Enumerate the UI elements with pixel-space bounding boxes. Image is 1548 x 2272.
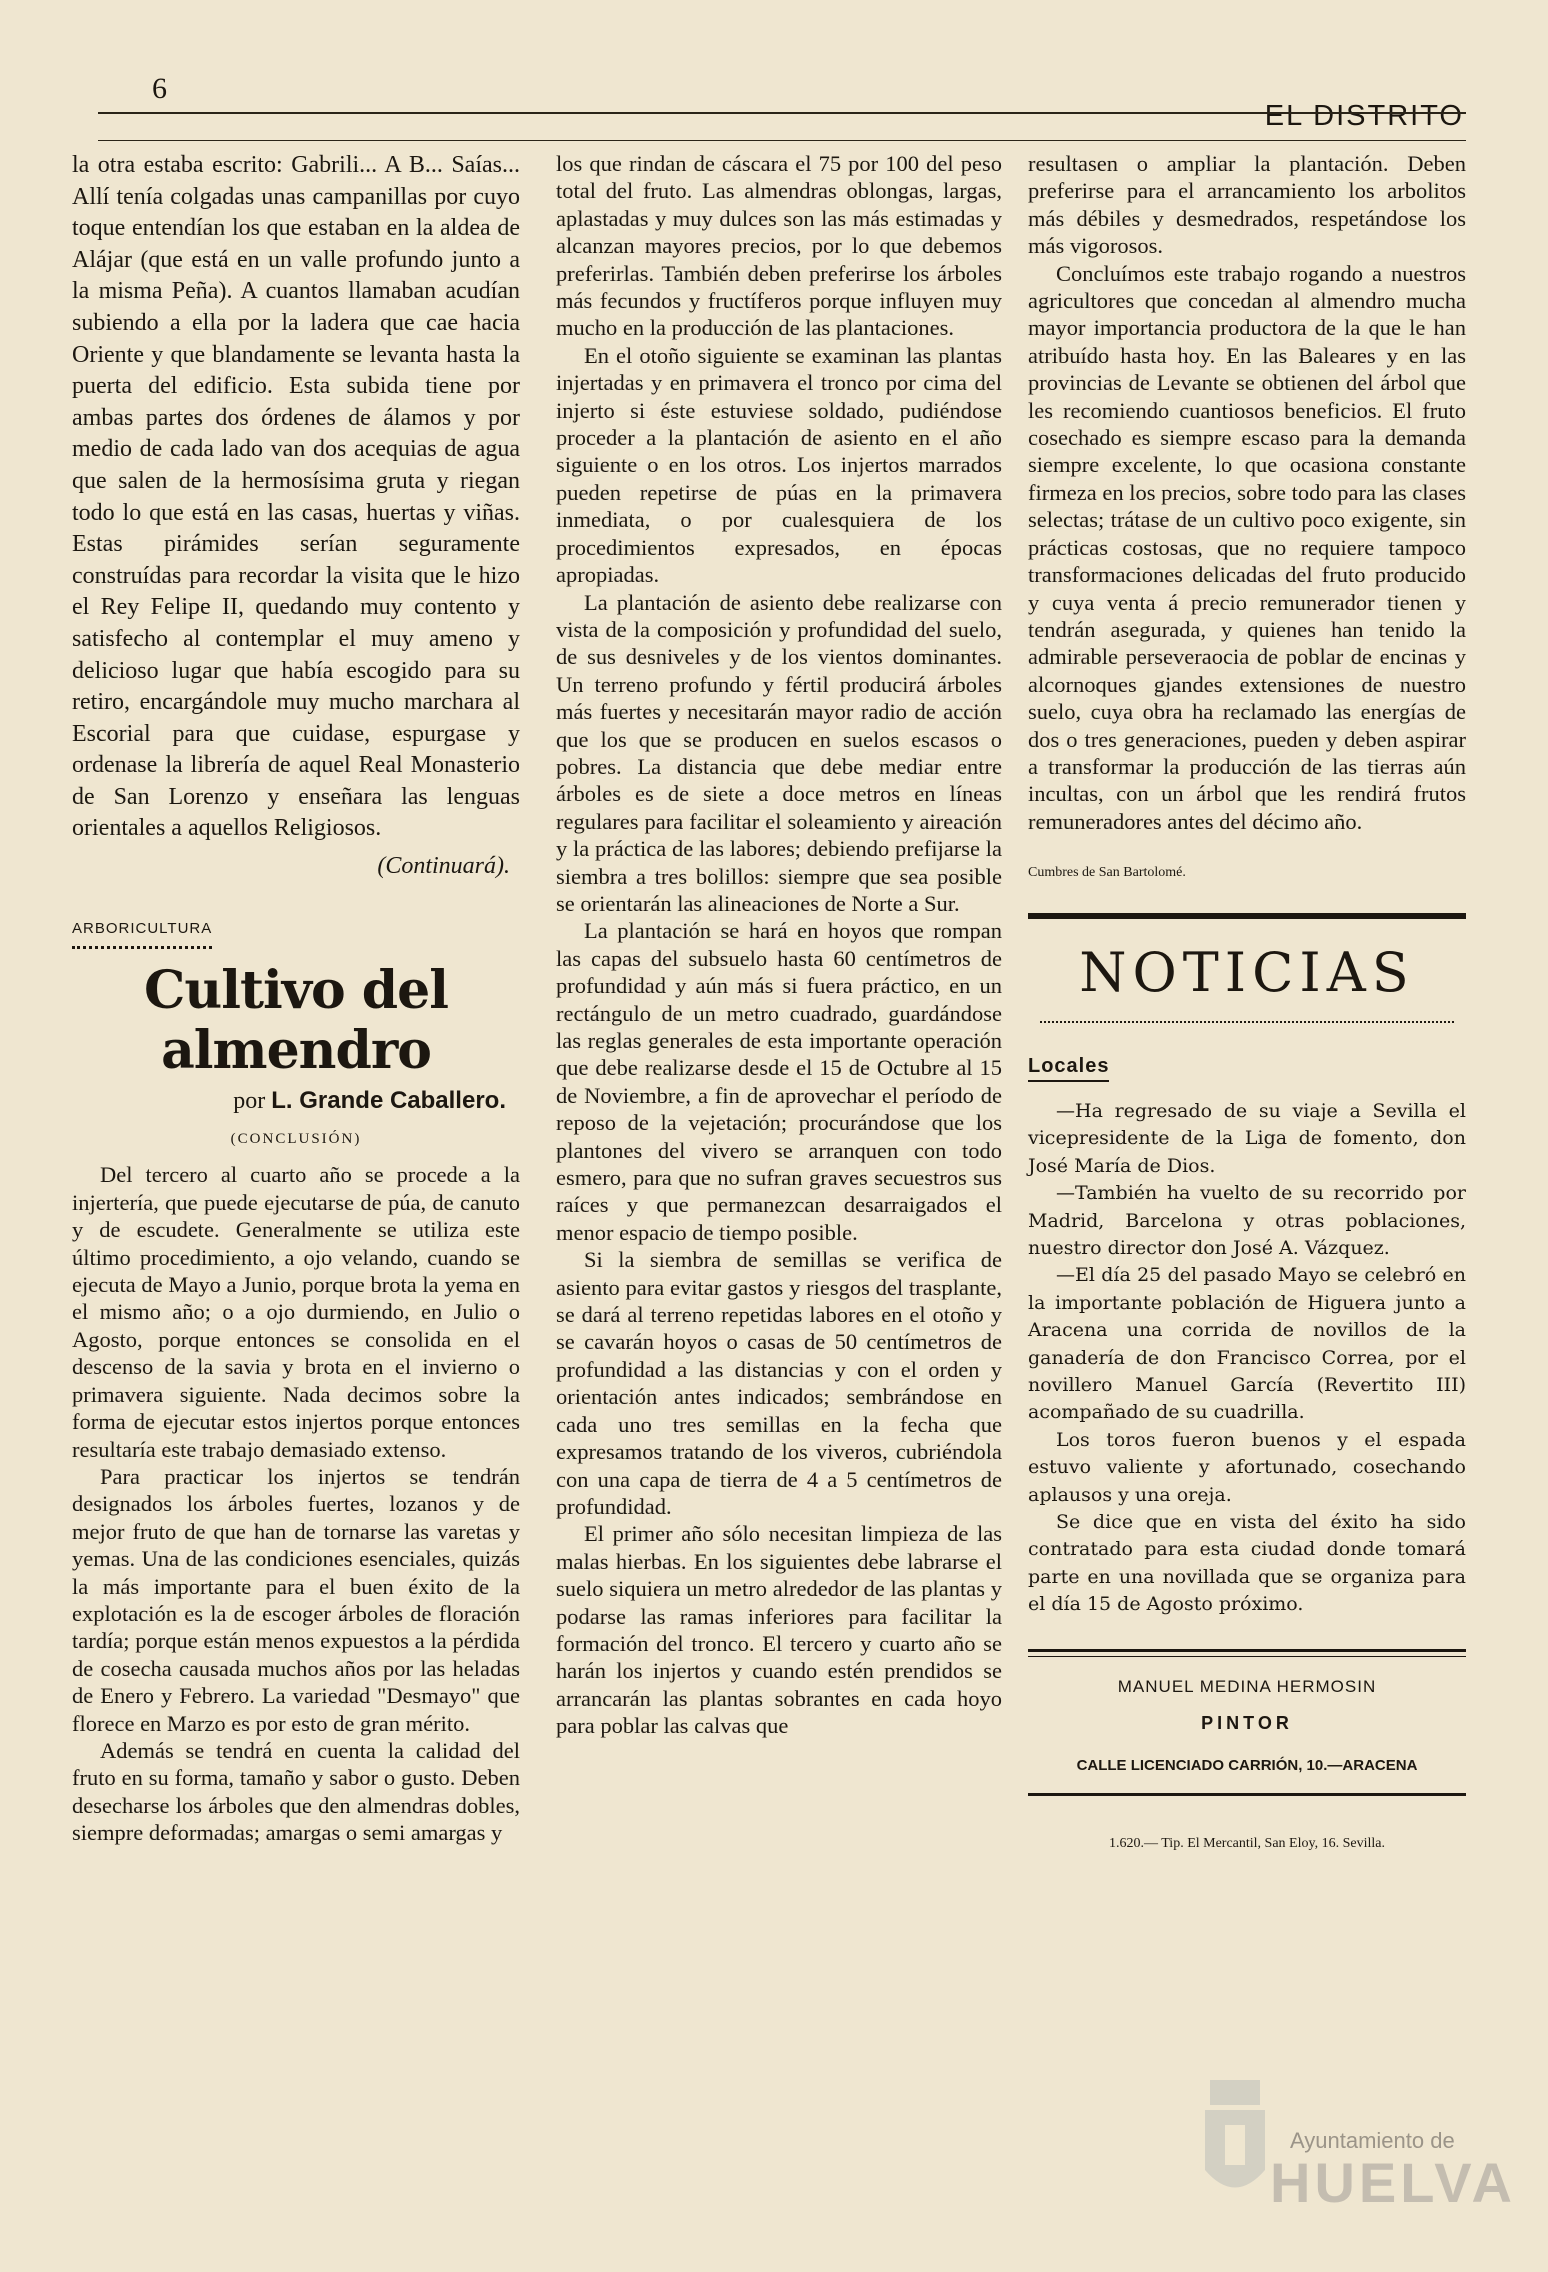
news-item: Se dice que en vista del éxito ha sido contratado para esta ciudad donde tomará parte en una novillada que se organiza para el día 15 de Agosto próximo. <box>1028 1511 1466 1616</box>
noticias-heading: NOTICIAS <box>1079 940 1415 1004</box>
advert-address: CALLE LICENCIADO CARRIÓN, 10.—ARACENA <box>1076 1756 1418 1774</box>
paragraph: Para practicar los injertos se tendrán designados los árboles fuertes, lozanos y de mejor fruto de que han de tornarse las varetas y yemas. Una de las condiciones esenciales, quizás la más importante para el buen éxito de la explotación es la de escoger árboles de floración tardía; porque están menos expuestos a la pérdida de cosecha causada muchos años por las heladas de Enero y Febrero. La variedad "Desmayo" que florece en Marzo es por esto de gran mérito. <box>72 1463 520 1736</box>
paragraph: los que rindan de cáscara el 75 por 100 del peso total del fruto. Las almendras oblongas, largas, aplastadas y muy dulces son las más estimadas y alcanzan mayores precios, por lo que debemos preferirlas. También deben preferirse los árboles más fecundos y fructíferos porque influyen muy mucho en la producción de las plantaciones. <box>556 151 1002 341</box>
column-left <box>72 150 520 1847</box>
paragraph: En el otoño siguiente se examinan las plantas injertadas y en primavera el tronco por cima del injerto si éste estuviese soldado, pudiéndose proceder a la plantación de asiento en el año siguiente o en los otros. Los injertos marrados pueden repetirse de púas en la primavera inmediata, o por cualesquiera de los procedimientos expresados, en épocas apropiadas. <box>556 342 1002 588</box>
paragraph: El primer año sólo necesitan limpieza de las malas hierbas. En los siguientes debe labrarse el suelo siquiera un metro alrededor de las plantas y podarse las ramas inferiores para facilitar la formación del tronco. El tercero y cuarto año se harán los injertos y cuando estén prendidos se arrancarán las plantas sobrantes en cada hoyo para poblar las calvas que <box>556 1521 1002 1739</box>
coat-of-arms-icon <box>1190 2070 1280 2210</box>
byline <box>72 1085 506 1118</box>
watermark-logo: HUELVA <box>1270 2151 1516 2214</box>
paragraph: La plantación de asiento debe realizarse con vista de la composición y profundidad del suelo, de sus desniveles y de los vientos dominantes. Un terreno profundo y fértil producirá árboles más fuertes y necesitarán mayor radio de acción que los que se producen en suelos escasos o pobres. La distancia que debe mediar entre árboles es de siete a doce metros en líneas regulares para facilitar el soleamiento y aireación y la práctica de las labores; debiendo prefijarse la siembra a tres bolillos: siempre que sea posible se orientarán las alineaciones de Norte a Sur. <box>556 589 1002 916</box>
header-rule-secondary <box>98 140 1466 141</box>
masthead: EL DISTRITO <box>1264 100 1464 132</box>
page-number: 6 <box>152 72 167 105</box>
watermark-text: Ayuntamiento de <box>1290 2128 1455 2153</box>
ad-rule-top-thin <box>1028 1656 1466 1657</box>
continued-note: (Continuará). <box>377 853 510 880</box>
ad-rule-top <box>1028 1649 1466 1652</box>
section-tag: ARBORICULTURA <box>72 913 212 950</box>
paragraph: resultasen o ampliar la plantación. Deben preferirse para el arrancamiento los arbolitos más débiles y desmedrados, respetándose los más vigorosos. <box>1028 151 1466 259</box>
paragraph: la otra estaba escrito: Gabrili... A B... Saías... Allí tenía colgadas unas campanillas por cuyo toque entendían los que estaban en la aldea de Alájar (que está en un valle profundo junto a la misma Peña). A cuantos llamaban acudían subiendo a ella por la ladera que cae hacia Oriente y que blandamente se levanta hasta la puerta del edificio. Esta subida tiene por ambas partes dos órdenes de álamos y por medio de cada lado van dos acequias de agua que salen de la hermosísima gruta y riegan todo lo que está en las casas, huertas y viñas. Estas pirámides serían seguramente construídas para recordar la visita que le hizo el Rey Felipe II, quedando muy contento y satisfecho al contemplar el muy ameno y delicioso lugar que había escogido para su retiro, encargándole muy mucho marchara al Escorial para que cuidase, espurgase y ordenase la librería de aquel Real Monasterio de San Lorenzo y enseñara las lenguas orientales a aquellos Religiosos. <box>72 152 520 842</box>
paragraph: Además se tendrá en cuenta la calidad del fruto en su forma, tamaño y sabor o gusto. Deben desecharse los árboles que den almendras dobles, siempre deformadas; amargas o semi amargas y <box>72 1737 520 1846</box>
news-item: —Ha regresado de su viaje a Sevilla el vicepresidente de la Liga de fomento, don José María de Dios. <box>1028 1099 1466 1177</box>
column-middle <box>556 150 1002 1740</box>
section-divider <box>1028 913 1466 919</box>
locales-heading: Locales <box>1028 1053 1109 1082</box>
news-items <box>1028 1098 1466 1619</box>
paragraph: Concluímos este trabajo rogando a nuestros agricultores que concedan al almendro mucha mayor importancia productora de la que le han atribuído hasta hoy. En las Baleares y en las provincias de Levante se obtienen del árbol que les recomiendo cuantiosos beneficios. El fruto cosechado es siempre escaso para la demanda siempre excelente, lo que ocasiona constante firmeza en los precios, sobre todo para las clases selectas; trátase de un cultivo poco exigente, sin prácticas costosas, que no requiere tampoco transformaciones delicadas del fruto producido y cuya venta á precio remunerador tienen y tendrán asegurada, y quienes han tenido la admirable perseveraocia de poblar de encinas y alcornoques gjandes extensiones de nuestro suelo, cuya obra ha reclamado las energías de dos o tres generaciones, pueden y deben aspirar a transformar la producción de las tierras aún incultas, con un árbol que les rendirá frutos remuneradores antes del décimo año. <box>1028 260 1466 834</box>
news-item: —También ha vuelto de su recorrido por Madrid, Barcelona y otras poblaciones, nuestro director don José A. Vázquez. <box>1028 1182 1466 1259</box>
advert-profession: PINTOR <box>1201 1713 1293 1734</box>
paragraph: Del tercero al cuarto año se procede a la injertería, que puede ejecutarse de púa, de canuto y de escudete. Generalmente se utiliza este último procedimiento, a ojo velando, cuando se ejecuta de Mayo a Junio, porque brota la yema en el mismo año; o a ojo durmiendo, en Julio o Agosto, porque entonces se consolida en el descenso de la savia y brota en el invierno o primavera siguiente. Nada decimos sobre la forma de ejecutar estos injertos porque entonces resultaría este trabajo demasiado extenso. <box>72 1162 520 1462</box>
column-right <box>1028 150 1466 1857</box>
byline-prefix: por <box>233 1088 266 1115</box>
printer-imprint: 1.620.— Tip. El Mercantil, San Eloy, 16. Sevilla. <box>1109 1835 1385 1851</box>
ornament-rule <box>1040 1021 1454 1023</box>
article-body-start <box>72 1161 520 1846</box>
ad-rule-bottom <box>1028 1793 1466 1796</box>
news-item: —El día 25 del pasado Mayo se celebró en la importante población de Higuera junto a Aracena una corrida de novillos de la ganadería de don Francisco Correa, por el novillero Manuel García (Revertito III) acompañado de su cuadrilla. <box>1028 1264 1466 1424</box>
subhead: (CONCLUSIÓN) <box>230 1130 362 1147</box>
advert-name: MANUEL MEDINA HERMOSIN <box>1117 1676 1377 1696</box>
byline-author: L. Grande Caballero. <box>271 1087 506 1115</box>
header-rule <box>98 112 1466 114</box>
paragraph: La plantación se hará en hoyos que rompan las capas del subsuelo hasta 60 centímetros de profundidad y aún más si fuera práctico, en un rectángulo de un metro cuadrado, guardándose las reglas generales de esta importante operación que debe realizarse desde el 15 de Octubre al 15 de Noviembre, a fin de aprovechar el período de reposo de la vejetación; procurándose que los plantones del vivero se arranquen con todo esmero, para que no sufran graves secuestros sus raíces y que permanezcan desarraigados el menor espacio de tiempo posible. <box>556 918 1002 1245</box>
article-signature: Cumbres de San Bartolomé. <box>1028 865 1186 881</box>
paragraph: Si la siembra de semillas se verifica de asiento para evitar gastos y riesgos del trasplante, se dará al terreno repetidas labores en el otoño y se cavarán hoyos o casas de 50 centímetros de profundidad a las distancias y con el orden y orientación antes indicados; sembrándose en cada uno tres semillas en la fecha que expresamos tratando de los viveros, cubriéndola con una capa de tierra de 4 a 5 centímetros de profundidad. <box>556 1247 1002 1519</box>
article-title: Cultivo del almendro <box>144 960 448 1082</box>
news-item: Los toros fueron buenos y el espada estuvo valiente y afortunado, cosechando aplausos y una oreja. <box>1028 1428 1466 1506</box>
